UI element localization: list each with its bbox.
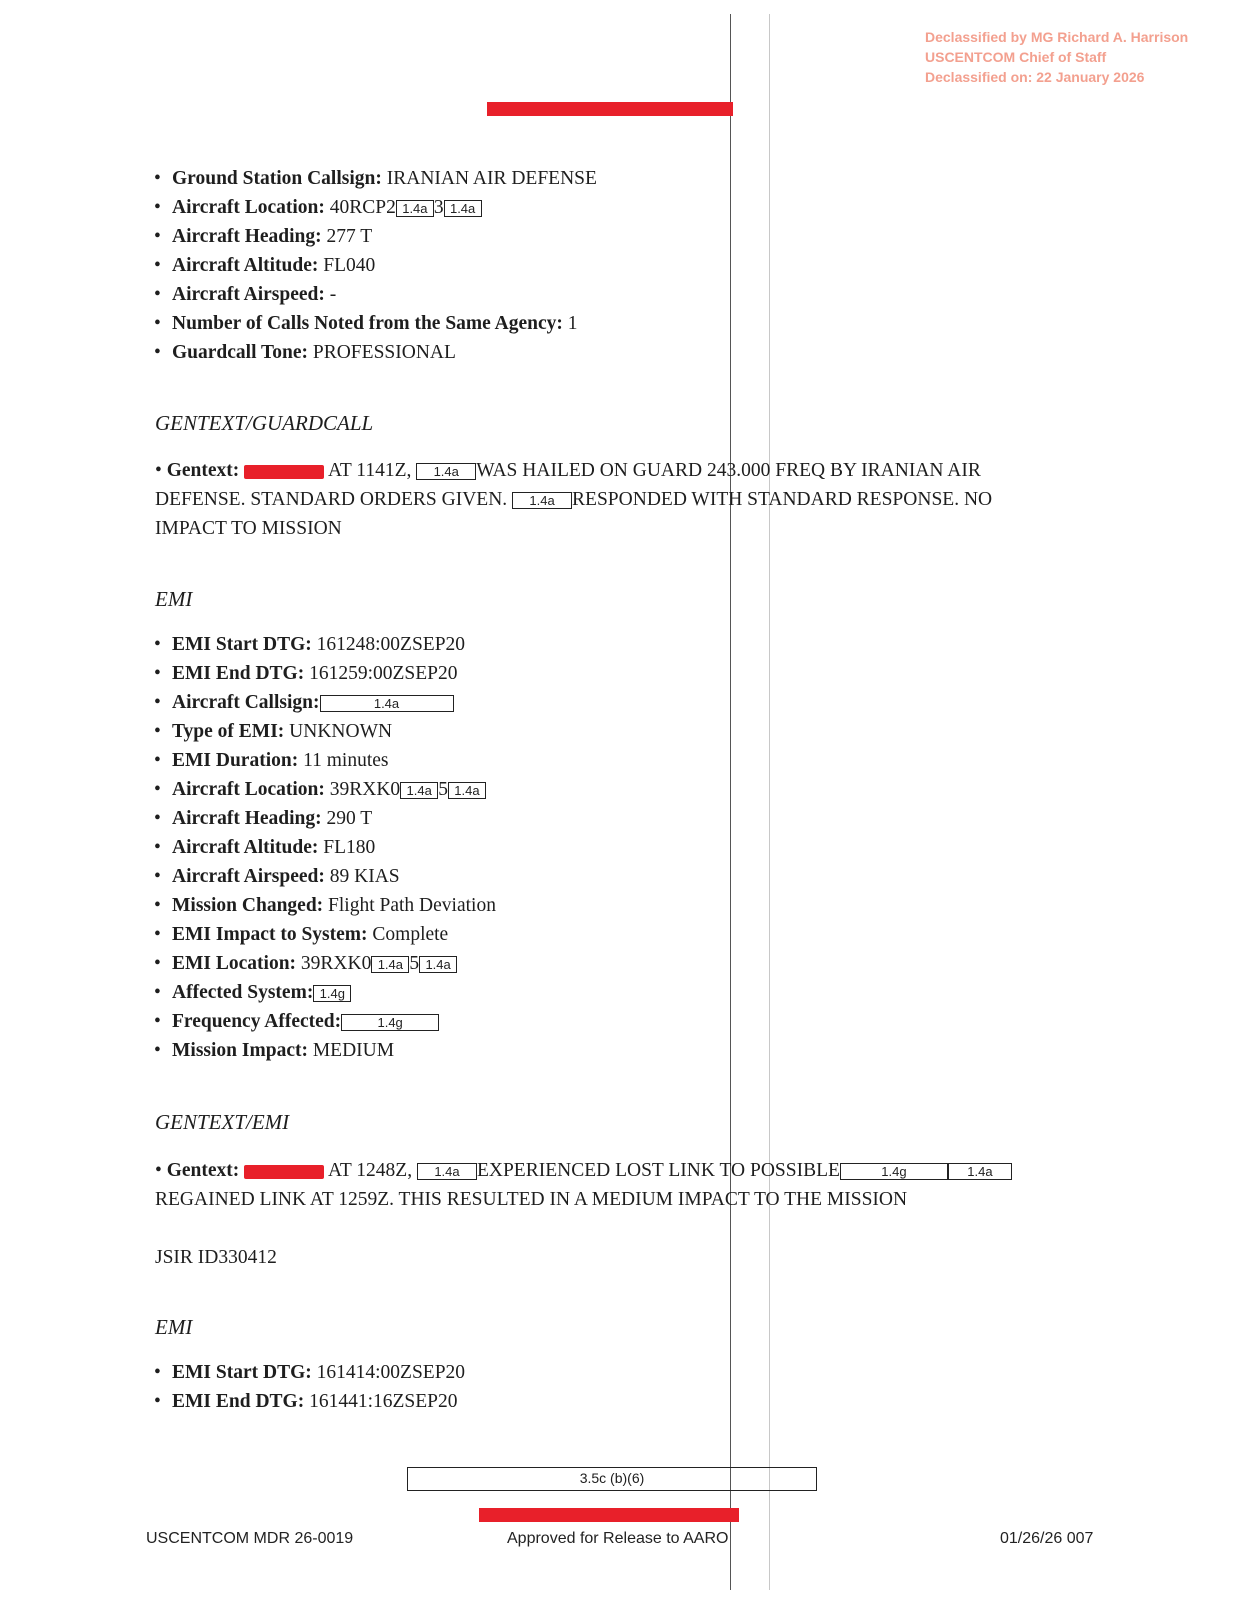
- redaction-box: 1.4a: [396, 200, 434, 217]
- item-value-fragment: 5: [409, 953, 420, 974]
- redaction-box: 1.4a: [512, 492, 572, 509]
- bullet: •: [154, 663, 161, 684]
- item-value: 290 T: [321, 808, 373, 829]
- list-item: [154, 251, 597, 280]
- item-label: Mission Impact:: [172, 1040, 308, 1061]
- bullet: •: [154, 168, 161, 189]
- item-label: Ground Station Callsign:: [172, 168, 382, 189]
- bullet: •: [154, 779, 161, 800]
- bullet: •: [154, 837, 161, 858]
- gentext-text: REGAINED LINK AT 1259Z. THIS RESULTED IN A MEDIUM IMPACT TO THE MISSION: [155, 1189, 908, 1210]
- list-item: [154, 164, 597, 193]
- item-label: Aircraft Altitude:: [172, 837, 319, 858]
- list-item: [154, 920, 496, 949]
- item-label: EMI End DTG:: [172, 1391, 305, 1412]
- section-heading-emi: EMI: [155, 587, 193, 611]
- gentext-label: Gentext:: [166, 1160, 240, 1181]
- item-value: 89 KIAS: [324, 866, 400, 887]
- bullet: •: [154, 982, 161, 1003]
- footer-center: Approved for Release to AARO: [507, 1530, 729, 1547]
- item-value: 1: [562, 313, 578, 334]
- item-label: Aircraft Airspeed:: [172, 284, 325, 305]
- item-label: Affected System:: [172, 982, 314, 1003]
- item-label: Aircraft Location:: [172, 197, 325, 218]
- jsir-id: JSIR ID330412: [155, 1247, 277, 1268]
- item-label: Frequency Affected:: [172, 1011, 342, 1032]
- declassification-stamp: [925, 27, 1225, 87]
- item-value: Complete: [367, 924, 449, 945]
- item-label: EMI Start DTG:: [172, 634, 312, 655]
- list-item: [154, 630, 496, 659]
- item-value: 277 T: [321, 226, 373, 247]
- redaction-box: 1.4g: [313, 985, 351, 1002]
- item-value: -: [324, 284, 337, 305]
- list-item: [154, 193, 597, 222]
- emi-info-list: [154, 630, 496, 1065]
- redaction-box: 1.4a: [419, 956, 457, 973]
- bullet: •: [154, 342, 161, 363]
- list-item: [154, 309, 597, 338]
- bullet: •: [154, 1362, 161, 1383]
- section-heading-guardcall: GENTEXT/GUARDCALL: [155, 411, 374, 435]
- bullet: •: [154, 634, 161, 655]
- item-value-fragment: 3: [433, 197, 444, 218]
- item-label: Aircraft Airspeed:: [172, 866, 325, 887]
- bullet: •: [154, 866, 161, 887]
- list-item: [154, 717, 496, 746]
- list-item: [154, 833, 496, 862]
- item-value: MEDIUM: [307, 1040, 395, 1061]
- redaction-box: 1.4g: [840, 1163, 948, 1180]
- list-item: [154, 978, 496, 1007]
- list-item: [154, 862, 496, 891]
- gentext-text: AT 1248Z,: [324, 1160, 413, 1181]
- item-value: 161259:00ZSEP20: [304, 663, 458, 684]
- bullet: •: [154, 692, 161, 713]
- item-value-fragment: 5: [438, 779, 448, 800]
- item-value: 39RXK0: [324, 779, 401, 800]
- list-item: [154, 804, 496, 833]
- section-heading-gentext-emi: GENTEXT/EMI: [155, 1110, 290, 1134]
- bottom-redaction-bar: [479, 1508, 739, 1522]
- bullet: •: [154, 255, 161, 276]
- redaction-box: 1.4a: [417, 1163, 477, 1180]
- item-label: EMI Location:: [172, 953, 297, 974]
- bullet: •: [154, 1011, 161, 1032]
- bullet: •: [154, 1040, 161, 1061]
- item-label: EMI Start DTG:: [172, 1362, 312, 1383]
- gentext-text: DEFENSE. STANDARD ORDERS GIVEN.: [155, 489, 508, 510]
- redaction-box: 1.4a: [371, 956, 409, 973]
- redaction-box: 1.4a: [320, 695, 454, 712]
- list-item: [154, 1358, 465, 1387]
- list-item: [154, 1387, 465, 1416]
- item-value: IRANIAN AIR DEFENSE: [381, 168, 597, 189]
- stamp-line-1: Declassified by MG Richard A. Harrison: [925, 29, 1189, 45]
- item-label: Aircraft Heading:: [172, 808, 322, 829]
- item-value: PROFESSIONAL: [308, 342, 456, 363]
- item-value: Flight Path Deviation: [323, 895, 496, 916]
- bullet: •: [154, 953, 161, 974]
- item-value: UNKNOWN: [284, 721, 393, 742]
- list-item: [154, 659, 496, 688]
- list-item: [154, 338, 597, 367]
- item-label: EMI Duration:: [172, 750, 299, 771]
- item-value: 161414:00ZSEP20: [311, 1362, 466, 1383]
- item-label: Aircraft Heading:: [172, 226, 322, 247]
- bullet: •: [154, 313, 161, 334]
- gentext-text: EXPERIENCED LOST LINK TO POSSIBLE: [476, 1160, 840, 1181]
- gentext-text: WAS HAILED ON GUARD 243.000 FREQ BY IRANIAN AIR: [476, 460, 981, 481]
- bullet: •: [154, 721, 161, 742]
- bullet: •: [154, 895, 161, 916]
- redaction-box: 1.4a: [448, 782, 486, 799]
- item-value: FL180: [318, 837, 376, 858]
- stamp-line-2: USCENTCOM Chief of Staff: [925, 49, 1107, 65]
- redaction-box: 1.4a: [444, 200, 482, 217]
- redaction-mark: [244, 465, 324, 479]
- list-item: [154, 1036, 496, 1065]
- redaction-box: 1.4g: [341, 1014, 439, 1031]
- item-value: FL040: [318, 255, 376, 276]
- item-value: 161248:00ZSEP20: [311, 634, 466, 655]
- top-redaction-bar: [487, 102, 733, 116]
- gentext-guardcall: [155, 456, 1095, 543]
- gentext-text: IMPACT TO MISSION: [155, 518, 342, 539]
- list-item: [154, 280, 597, 309]
- item-label: EMI End DTG:: [172, 663, 305, 684]
- footer-left: USCENTCOM MDR 26-0019: [146, 1530, 354, 1547]
- gentext-text: RESPONDED WITH STANDARD RESPONSE. NO: [572, 489, 993, 510]
- list-item: [154, 891, 496, 920]
- redaction-box: 1.4a: [416, 463, 476, 480]
- list-item: [154, 746, 496, 775]
- item-value: 40RCP2: [324, 197, 396, 218]
- bullet: •: [154, 284, 161, 305]
- bullet: •: [154, 924, 161, 945]
- bullet: •: [154, 226, 161, 247]
- item-label: Mission Changed:: [172, 895, 324, 916]
- bullet: •: [154, 750, 161, 771]
- redaction-box: 1.4a: [948, 1163, 1012, 1180]
- item-label: Aircraft Callsign:: [172, 692, 320, 713]
- bullet: •: [155, 460, 167, 481]
- item-label: Number of Calls Noted from the Same Agency:: [172, 313, 563, 334]
- item-label: Aircraft Location:: [172, 779, 325, 800]
- item-value: 39RXK0: [296, 953, 372, 974]
- item-label: Guardcall Tone:: [172, 342, 308, 363]
- aircraft-info-list: [154, 164, 597, 367]
- bullet: •: [154, 808, 161, 829]
- bullet: •: [154, 1391, 161, 1412]
- bullet: •: [154, 197, 161, 218]
- item-label: Type of EMI:: [172, 721, 285, 742]
- list-item: [154, 1007, 496, 1036]
- scan-line: [730, 14, 731, 1590]
- redaction-mark: [244, 1165, 324, 1179]
- list-item: [154, 688, 496, 717]
- emi-info-list-2: [154, 1358, 465, 1416]
- list-item: [154, 222, 597, 251]
- footer-right: 01/26/26 007: [1000, 1530, 1094, 1547]
- redaction-box: 1.4a: [400, 782, 438, 799]
- item-value: 11 minutes: [298, 750, 389, 771]
- item-label: Aircraft Altitude:: [172, 255, 319, 276]
- gentext-label: Gentext:: [166, 460, 240, 481]
- section-heading-emi-2: EMI: [155, 1315, 193, 1339]
- bullet: •: [155, 1160, 167, 1181]
- list-item: [154, 775, 496, 804]
- gentext-emi: [155, 1156, 1095, 1214]
- item-label: EMI Impact to System:: [172, 924, 368, 945]
- list-item: [154, 949, 496, 978]
- scan-line-faint: [769, 14, 770, 1590]
- item-value: 161441:16ZSEP20: [304, 1391, 458, 1412]
- stamp-line-3: Declassified on: 22 January 2026: [925, 69, 1145, 85]
- bottom-redaction-box: 3.5c (b)(6): [407, 1467, 817, 1491]
- gentext-text: AT 1141Z,: [324, 460, 412, 481]
